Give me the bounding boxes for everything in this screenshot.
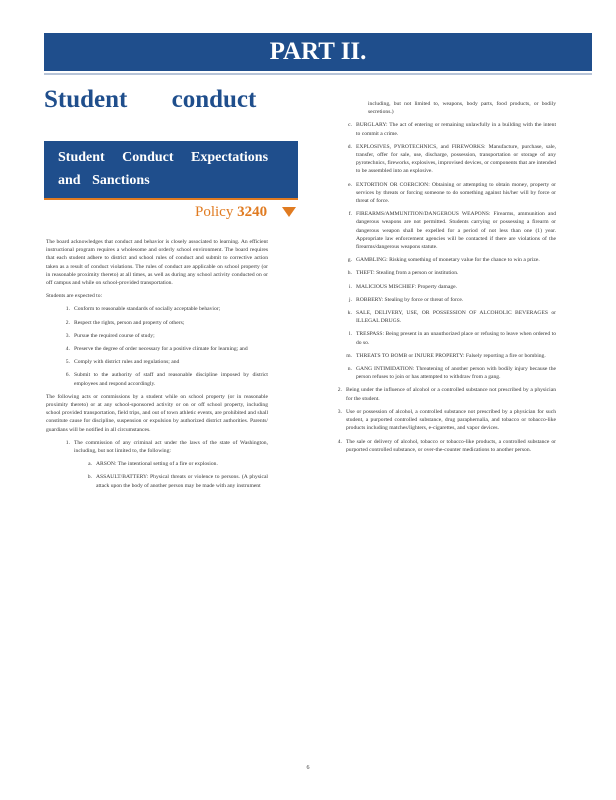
list-item-number: n. bbox=[347, 366, 352, 373]
list-item bbox=[340, 283, 556, 291]
list-item-number: 6. bbox=[65, 372, 70, 379]
offense-1-intro: The commission of any criminal act under the laws of the state of Washington, including, but not limited to, the following: bbox=[74, 439, 268, 455]
list-item-number: 1. bbox=[65, 306, 70, 313]
list-item bbox=[340, 143, 556, 176]
section-rule bbox=[44, 198, 298, 200]
numbered-list-continued bbox=[330, 386, 556, 453]
section-title-box bbox=[44, 141, 298, 198]
policy-label: Policy bbox=[195, 204, 234, 220]
list-item-text: ROBBERY: Stealing by force or threat of force. bbox=[356, 296, 464, 303]
expected-intro: Students are expected to: bbox=[46, 293, 103, 300]
list-item bbox=[330, 438, 556, 454]
triangle-down-icon bbox=[282, 207, 296, 217]
list-item: 1. The commission of any criminal act under the laws of the state of Washington, including, but not limited to, the following: bbox=[65, 439, 268, 455]
left-column bbox=[46, 238, 268, 495]
list-item-number: m. bbox=[346, 352, 352, 359]
list-item bbox=[58, 345, 268, 353]
list-item bbox=[340, 256, 556, 264]
list-item-number: i. bbox=[349, 283, 352, 290]
list-item-text: EXTORTION OR COERCION: Obtaining or attempting to obtain money, property or services by threats or forcing someone to do something against his/her will by force or threat of force. bbox=[356, 181, 556, 205]
list-item-text: THREATS TO BOMB or INJURE PROPERTY: Falsely reporting a fire or bombing. bbox=[356, 352, 546, 359]
offense-1-sublist bbox=[58, 460, 268, 490]
policy-number: 3240 bbox=[237, 204, 268, 220]
list-item bbox=[80, 473, 268, 489]
page-number: 6 bbox=[306, 765, 310, 771]
list-item-number: l. bbox=[349, 331, 352, 338]
offense-sublist-continued bbox=[330, 121, 556, 381]
list-item-number: a. bbox=[88, 461, 92, 468]
list-item-number: h. bbox=[347, 270, 352, 277]
list-item-text: ARSON: The intentional setting of a fire or explosion. bbox=[96, 461, 218, 468]
list-item-text: FIREARMS/AMMUNITION/DANGEROUS WEAPONS: Firearms, ammunition and dangerous weapons are not permitted. Students carrying or possessing a firearm or dangerous weapon shall be expelled for a period of not less than one (1) year. Appropriate law enforcement agencies will be contacted if there are violations of the firearms/dangerous weapons statute. bbox=[356, 211, 556, 251]
list-item bbox=[340, 352, 556, 360]
list-item-number: f. bbox=[348, 211, 352, 218]
part-banner: PART II. bbox=[44, 33, 592, 71]
banner-rule bbox=[44, 73, 592, 75]
policy-reference bbox=[195, 204, 267, 221]
list-item-number: g. bbox=[347, 257, 352, 264]
list-item-text: BURGLARY: The act of entering or remaining unlawfully in a building with the intent to commit a crime. bbox=[356, 122, 556, 137]
list-item-text: MALICIOUS MISCHIEF: Property damage. bbox=[356, 283, 457, 290]
list-item-number: 3. bbox=[337, 408, 342, 415]
list-item bbox=[340, 309, 556, 325]
right-column bbox=[330, 100, 556, 459]
list-item bbox=[58, 358, 268, 366]
list-item bbox=[340, 296, 556, 304]
intro-paragraph: The board acknowledges that conduct and behavior is closely associated to learning. An efficient instructional program requires a wholesome and orderly school environment. The board requires that each student adhere to district and school rules of conduct and submit to corrective action taken as a result of conduct violations. The rules of conduct are applicable on school property (or in reasonable proximity thereto) at all times, as well as during any school activity conducted on or off campus and while on school-provided transportation. bbox=[46, 239, 268, 287]
list-item-text: Being under the influence of alcohol or a controlled substance not prescribed by a physician for the student. bbox=[346, 387, 556, 402]
list-item-text: GANG INTIMIDATION: Threatening of another person with bodily injury because the person refuses to join or has attempted to withdraw from a gang. bbox=[356, 366, 556, 381]
list-item-text: EXPLOSIVES, PYROTECHNICS, and FIREWORKS: Manufacture, purchase, sale, transfer, offer for sale, use, discharge, possession, transportation or storage of any pyrotechnics, fireworks, explosives, improvised devices, or components that are intended to be assembled into an explosive. bbox=[356, 143, 556, 175]
list-item bbox=[340, 269, 556, 277]
list-item bbox=[58, 319, 268, 327]
list-item-text: ASSAULT/BATTERY: Physical threats or violence to persons. (A physical attack upon the body of another person may be made with any instrument bbox=[96, 474, 268, 489]
list-item-text: Use or possession of alcohol, a controlled substance not prescribed by a physician for such student, a purported controlled substance, drug paraphernalia, and tobacco or tobacco-like products including matches/lighters, e-cigarettes, and vapor devices. bbox=[346, 408, 556, 432]
list-item-text: Conform to reasonable standards of socially acceptable behavior; bbox=[74, 306, 221, 313]
list-item-number: 5. bbox=[65, 359, 70, 366]
list-item-number: e. bbox=[348, 181, 352, 188]
list-item-text: Comply with district rules and regulations; and bbox=[74, 359, 180, 366]
section-title-line-1: Student Conduct Expectations bbox=[58, 150, 269, 165]
offense-list bbox=[46, 439, 268, 490]
list-item-text: TRESPASS: Being present in an unauthorized place or refusing to leave when ordered to do so. bbox=[356, 331, 556, 346]
section-title-line-2: and Sanctions bbox=[58, 173, 150, 188]
list-item-number: j. bbox=[349, 296, 352, 303]
list-item bbox=[58, 371, 268, 387]
list-item bbox=[58, 305, 268, 313]
list-item-text: The sale or delivery of alcohol, tobacco or tobacco-like products, a controlled substance or purported controlled substance, or over-the-counter medications to another person. bbox=[346, 438, 556, 453]
list-item-text: GAMBLING: Risking something of monetary value for the chance to win a prize. bbox=[356, 257, 540, 264]
list-item-text: Submit to the authority of staff and reasonable discipline imposed by district employees and respond accordingly. bbox=[74, 372, 268, 387]
list-item-number: 3. bbox=[65, 332, 70, 339]
list-item-text: SALE, DELIVERY, USE, OR POSSESSION OF ALCOHOLIC BEVERAGES or ILLEGAL DRUGS. bbox=[356, 310, 556, 325]
list-item-number: 2. bbox=[337, 387, 342, 394]
list-item bbox=[340, 210, 556, 251]
list-item bbox=[340, 181, 556, 206]
offenses-paragraph: The following acts or commissions by a student while on school property (or in reasonable proximity thereto) or at any school-sponsored activity or on or off school property, including school provided transportation, field trips, and out of town athletic events, are prohibited and shall constitute cause for discipline, suspension or expulsion by authorized district authorities. Parents/ guardians will be notified in all circumstances. bbox=[46, 393, 268, 433]
list-item-text: Preserve the degree of order necessary for a positive climate for learning; and bbox=[74, 346, 248, 353]
list-item bbox=[340, 330, 556, 346]
page-heading: Student conduct bbox=[44, 86, 257, 113]
list-item-number: d. bbox=[347, 143, 352, 150]
list-item-number: k. bbox=[347, 310, 352, 317]
continuation-text: including, but not limited to, weapons, body parts, food products, or bodily secretions.) bbox=[368, 101, 556, 116]
list-item bbox=[340, 365, 556, 381]
list-item bbox=[340, 121, 556, 137]
list-item-text: Pursue the required course of study; bbox=[74, 332, 155, 339]
list-item-text: THEFT: Stealing from a person or institution. bbox=[356, 270, 459, 277]
list-item-number: c. bbox=[348, 122, 352, 129]
list-item bbox=[80, 460, 268, 468]
list-item bbox=[330, 408, 556, 433]
list-item-number: 2. bbox=[65, 319, 70, 326]
list-item-number: 4. bbox=[337, 438, 342, 445]
list-item-text: Respect the rights, person and property of others; bbox=[74, 319, 185, 326]
list-item-number: 4. bbox=[65, 346, 70, 353]
expectations-list bbox=[46, 305, 268, 387]
list-item bbox=[58, 332, 268, 340]
list-item bbox=[330, 386, 556, 402]
list-item-number: b. bbox=[87, 474, 92, 481]
